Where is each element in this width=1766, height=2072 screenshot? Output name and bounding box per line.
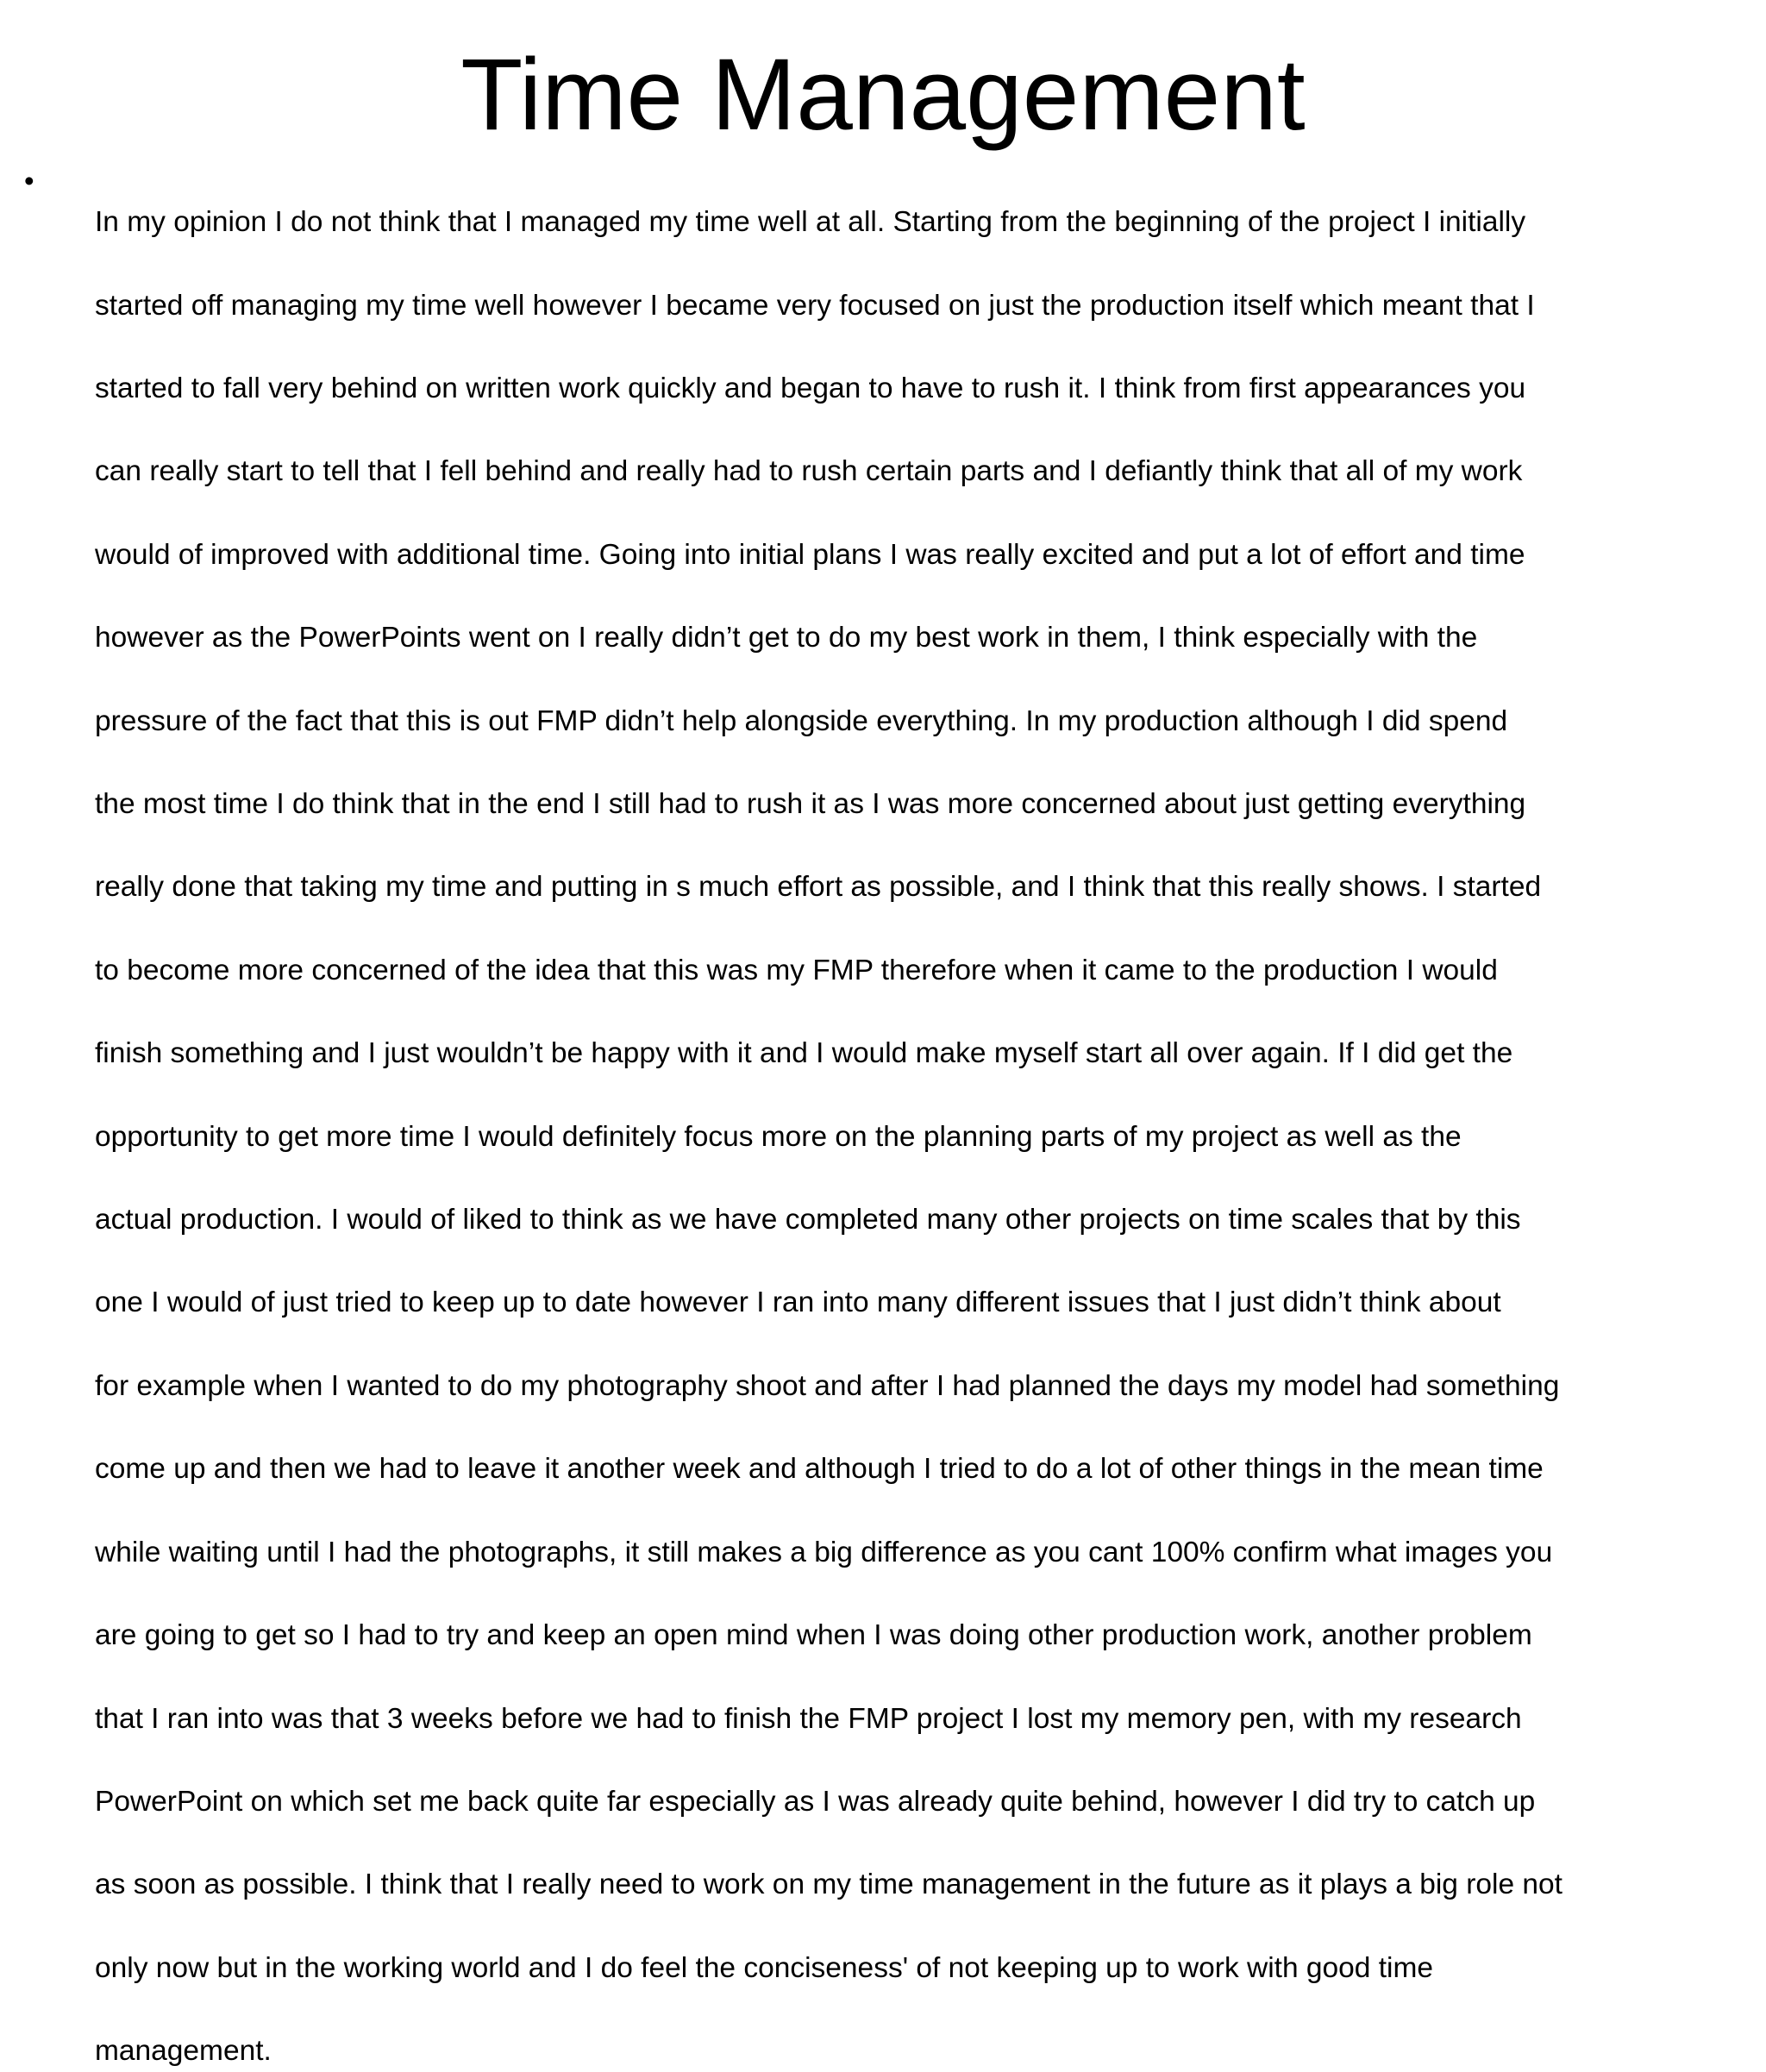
paragraph-line: In my opinion I do not think that I managed my time well at all. Starting from the beginning of the project I initially	[95, 206, 1526, 239]
paragraph-line: only now but in the working world and I do feel the conciseness' of not keeping up to work with good time	[95, 1951, 1434, 1984]
paragraph-line: one I would of just tried to keep up to date however I ran into many different issues that I just didn’t think about	[95, 1286, 1501, 1319]
paragraph-line: started off managing my time well however I became very focused on just the production itself which meant that I	[95, 289, 1535, 322]
paragraph-line: started to fall very behind on written work quickly and began to have to rush it. I think from first appearances you	[95, 372, 1526, 405]
paragraph-line: that I ran into was that 3 weeks before we had to finish the FMP project I lost my memory pen, with my research	[95, 1702, 1522, 1735]
slide-title: Time Management	[460, 38, 1306, 152]
paragraph-line: PowerPoint on which set me back quite far especially as I was already quite behind, however I did try to catch up	[95, 1785, 1536, 1818]
paragraph-line: management.	[95, 2035, 272, 2068]
paragraph-line: the most time I do think that in the end I still had to rush it as I was more concerned about just getting everything	[95, 788, 1526, 821]
paragraph-line: can really start to tell that I fell behind and really had to rush certain parts and I defiantly think that all of my work	[95, 455, 1523, 488]
bullet-marker: •	[24, 165, 34, 197]
paragraph-line: finish something and I just wouldn’t be happy with it and I would make myself start all over again. If I did get the	[95, 1037, 1513, 1070]
bullet-paragraph	[95, 160, 1733, 2072]
paragraph-line: come up and then we had to leave it another week and although I tried to do a lot of other things in the mean time	[95, 1453, 1544, 1486]
paragraph-line: would of improved with additional time. Going into initial plans I was really excited and put a lot of effort and time	[95, 538, 1525, 571]
paragraph-line: to become more concerned of the idea that this was my FMP therefore when it came to the production I would	[95, 954, 1498, 986]
paragraph-line: are going to get so I had to try and keep an open mind when I was doing other production work, another problem	[95, 1619, 1532, 1652]
paragraph-line: pressure of the fact that this is out FMP didn’t help alongside everything. In my production although I did spend	[95, 704, 1508, 737]
paragraph-line: as soon as possible. I think that I really need to work on my time management in the future as it plays a big role not	[95, 1869, 1562, 1901]
paragraph-line: actual production. I would of liked to think as we have completed many other projects on time scales that by this	[95, 1204, 1521, 1236]
paragraph-line: for example when I wanted to do my photography shoot and after I had planned the days my model had something	[95, 1369, 1560, 1402]
paragraph-line: however as the PowerPoints went on I really didn’t get to do my best work in them, I think especially with the	[95, 622, 1478, 654]
paragraph-line: really done that taking my time and putting in s much effort as possible, and I think that this really shows. I started	[95, 871, 1542, 904]
bullet-list	[21, 160, 1737, 2072]
paragraph-line: while waiting until I had the photographs, it still makes a big difference as you cant 100% confirm what images you	[95, 1536, 1553, 1568]
paragraph-line: opportunity to get more time I would definitely focus more on the planning parts of my project as well as the	[95, 1120, 1462, 1153]
